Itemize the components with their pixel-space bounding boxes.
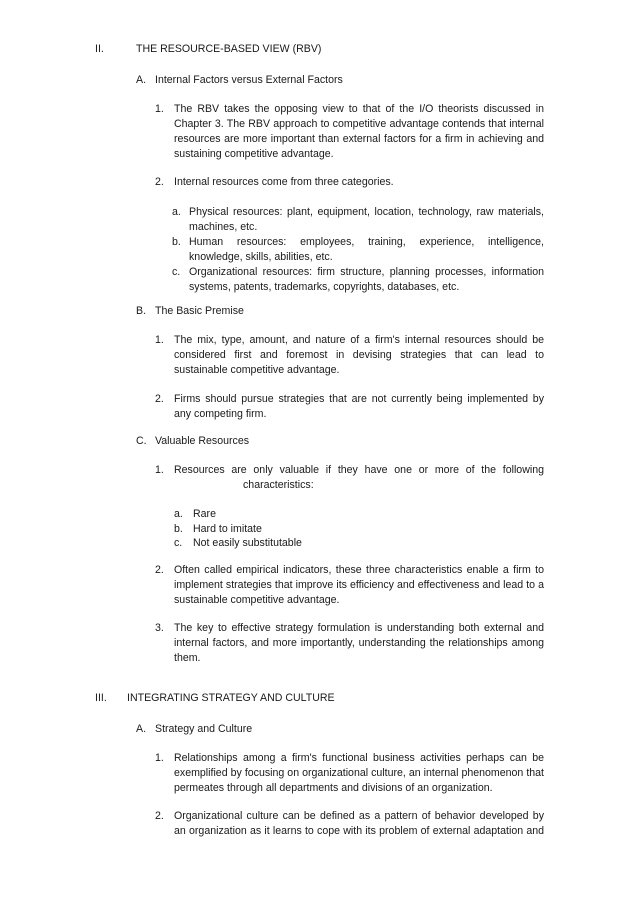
list-item: Not easily substitutable — [193, 537, 302, 549]
paragraph: Often called empirical indicators, these three characteristics enable a firm to implement strategies that improve its efficiency and effectiveness and lead to a sustainable competitive advantage. — [174, 564, 544, 606]
list-marker: a. — [172, 206, 181, 218]
list-item: Human resources: employees, training, experience, intelligence, knowledge, skills, abilities, etc. — [189, 236, 544, 263]
paragraph-number: 3. — [155, 622, 164, 634]
paragraph: Relationships among a firm's functional business activities perhaps can be exemplified by focusing on organizational culture, an internal phenomenon that permeates through all departments and divisions of an organization. — [174, 752, 544, 794]
subsection-ii-a-title: Internal Factors versus External Factors — [155, 74, 343, 86]
paragraph-number: 2. — [155, 176, 164, 188]
paragraph-number: 1. — [155, 464, 164, 476]
paragraph: Resources are only valuable if they have one or more of the following — [174, 464, 544, 476]
subsection-ii-b-letter: B. — [136, 305, 147, 317]
list-item: Rare — [193, 508, 216, 520]
paragraph: The RBV takes the opposing view to that of the I/O theorists discussed in Chapter 3. The RBV approach to competitive advantage contends that internal resources are more important than external factors for a firm in achieving and sustaining competitive advantage. — [174, 103, 544, 160]
subsection-iii-a-letter: A. — [136, 723, 147, 735]
paragraph: The key to effective strategy formulation is understanding both external and internal factors, and more importantly, understanding the relationships among them. — [174, 622, 544, 664]
list-item: Physical resources: plant, equipment, location, technology, raw materials, machines, etc. — [189, 206, 544, 233]
paragraph: Organizational culture can be defined as a pattern of behavior developed by an organization as it learns to cope with its problem of external adaptation and — [174, 810, 544, 837]
list-marker: a. — [174, 508, 183, 520]
subsection-iii-a-title: Strategy and Culture — [155, 723, 253, 735]
paragraph: Firms should pursue strategies that are not currently being implemented by any competing firm. — [174, 393, 544, 420]
section-iii-title: INTEGRATING STRATEGY AND CULTURE — [127, 692, 335, 704]
subsection-ii-a-letter: A. — [136, 74, 147, 86]
paragraph-number: 1. — [155, 334, 164, 346]
list-marker: b. — [172, 236, 181, 248]
paragraph-number: 1. — [155, 103, 164, 115]
paragraph: The mix, type, amount, and nature of a firm's internal resources should be considered first and foremost in devising strategies that can lead to sustainable competitive advantage. — [174, 334, 544, 376]
section-iii-numeral: III. — [95, 692, 107, 704]
section-ii-title: THE RESOURCE-BASED VIEW (RBV) — [136, 43, 322, 55]
paragraph: Internal resources come from three categories. — [174, 176, 394, 188]
paragraph-number: 1. — [155, 752, 164, 764]
paragraph-number: 2. — [155, 393, 164, 405]
subsection-ii-b-title: The Basic Premise — [155, 305, 244, 317]
list-marker: c. — [172, 266, 181, 278]
list-item: Hard to imitate — [193, 523, 262, 535]
paragraph-continuation: characteristics: — [243, 479, 314, 491]
paragraph-number: 2. — [155, 810, 164, 822]
list-marker: b. — [174, 523, 183, 535]
list-marker: c. — [174, 537, 183, 549]
subsection-ii-c-letter: C. — [136, 435, 147, 447]
section-ii-numeral: II. — [95, 43, 104, 55]
list-item: Organizational resources: firm structure, planning processes, information systems, patents, trademarks, copyrights, databases, etc. — [189, 266, 544, 293]
paragraph-number: 2. — [155, 564, 164, 576]
subsection-ii-c-title: Valuable Resources — [155, 435, 250, 447]
